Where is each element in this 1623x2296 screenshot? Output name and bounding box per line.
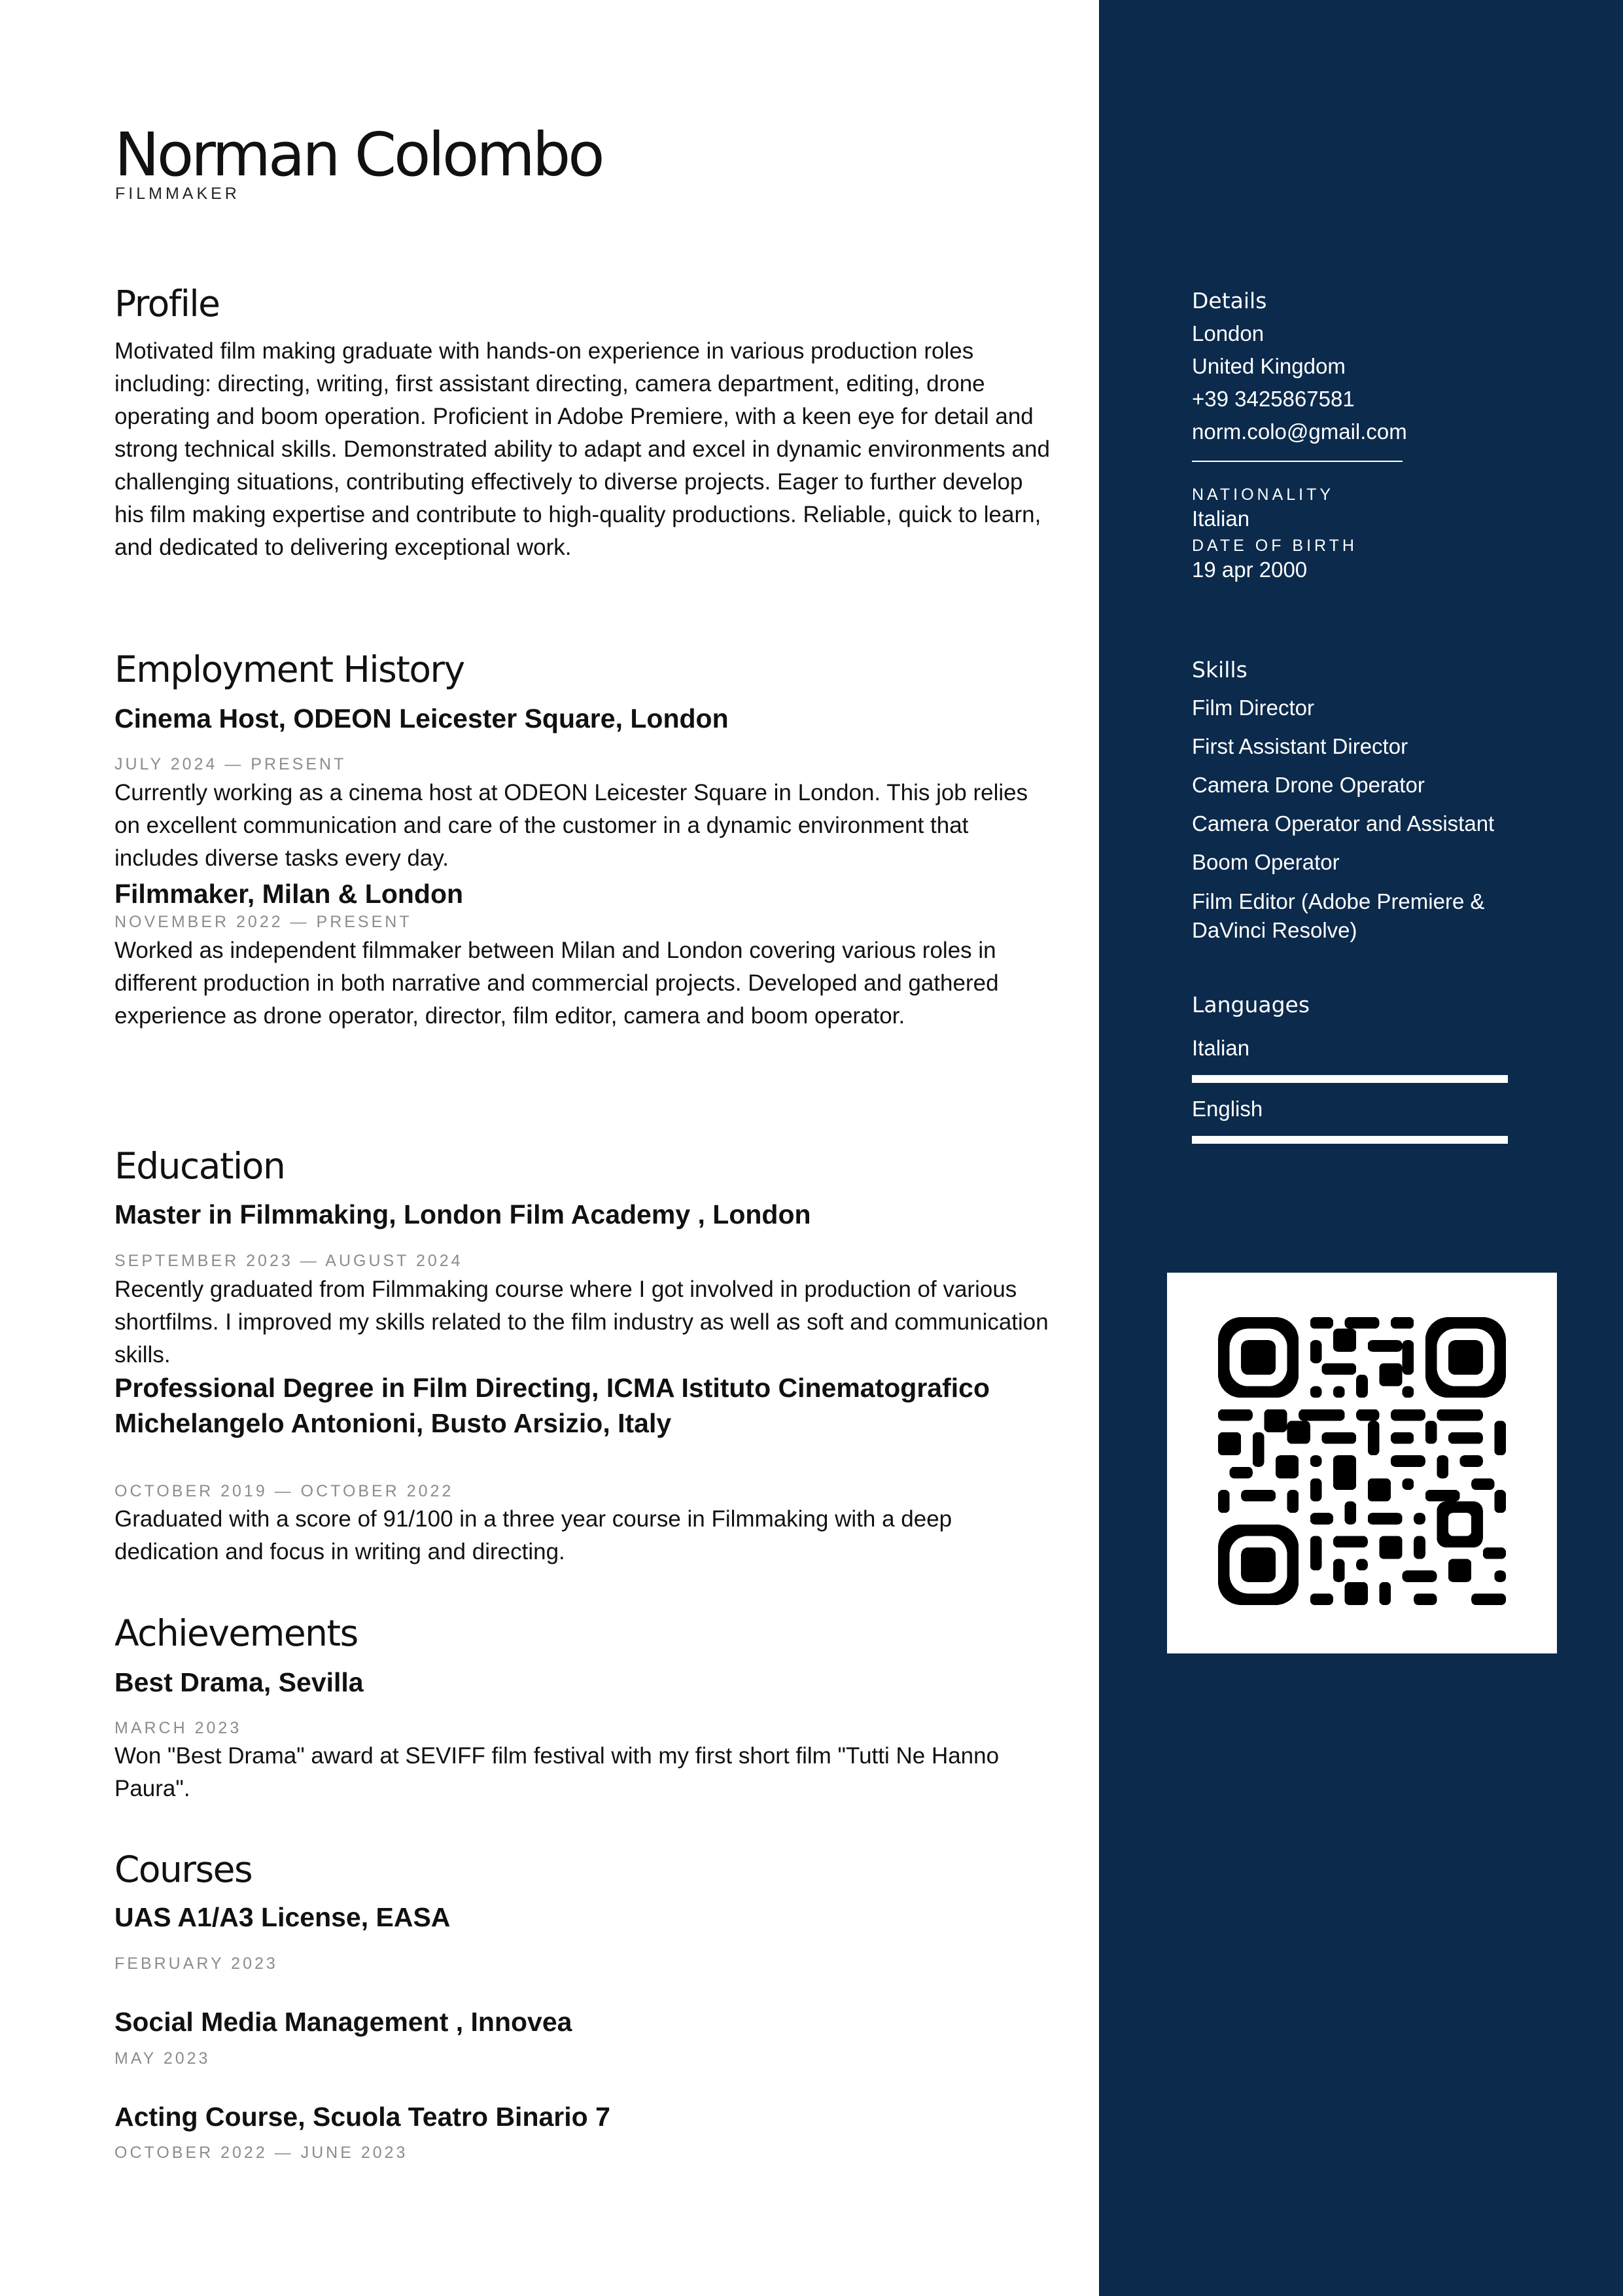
skills-heading: Skills: [1192, 657, 1248, 682]
details-heading: Details: [1192, 288, 1267, 313]
nationality-value: Italian: [1192, 506, 1250, 531]
skill-item: Camera Drone Operator: [1192, 773, 1425, 797]
details-email[interactable]: norm.colo@gmail.com: [1192, 419, 1407, 444]
skill-item: Camera Operator and Assistant: [1192, 811, 1495, 836]
skill-item: Boom Operator: [1192, 850, 1340, 874]
entry-text: Worked as independent filmmaker between Milan and London covering various roles in different production in both narrative and commercial projects. Developed and gathered experience as drone operator, director, film editor, camera and boom operator.: [114, 938, 999, 1029]
language-level-bar: [1192, 1136, 1508, 1144]
details-city: London: [1192, 321, 1265, 345]
candidate-role: FILMMAKER: [115, 185, 240, 203]
skill-item: Film Editor (Adobe Premiere & DaVinci Resolve): [1192, 889, 1485, 942]
entry-date: SEPTEMBER 2023 — AUGUST 2024: [114, 1252, 463, 1270]
entry-text: Graduated with a score of 91/100 in a three year course in Filmmaking with a deep dedication and focus in writing and directing.: [114, 1506, 952, 1564]
dob-value: 19 apr 2000: [1192, 557, 1308, 582]
entry-date: MAY 2023: [114, 2049, 211, 2068]
entry-title: Cinema Host, ODEON Leicester Square, London: [114, 703, 729, 733]
nationality-label: NATIONALITY: [1192, 486, 1335, 504]
skill-item: Film Director: [1192, 696, 1314, 720]
entry-date: OCTOBER 2022 — JUNE 2023: [114, 2144, 408, 2162]
entry-date: FEBRUARY 2023: [114, 1954, 278, 1973]
details-phone: +39 3425867581: [1192, 387, 1355, 411]
entry-title: Social Media Management , Innovea: [114, 2007, 572, 2037]
entry-text: Currently working as a cinema host at ODEON Leicester Square in London. This job relies on excellent communication and care of the customer in a dynamic environment that includes diverse tasks every day.: [114, 780, 1028, 871]
entry-text: Won "Best Drama" award at SEVIFF film festival with my first short film "Tutti Ne Hanno Paura".: [114, 1743, 1000, 1801]
qr-code[interactable]: [1167, 1273, 1557, 1653]
entry-title: Best Drama, Sevilla: [114, 1667, 364, 1697]
language-name: Italian: [1192, 1036, 1250, 1060]
profile-heading: Profile: [114, 283, 220, 325]
entry-date: JULY 2024 — PRESENT: [114, 755, 347, 773]
sidebar: [1099, 0, 1623, 2296]
entry-title: Master in Filmmaking, London Film Academy , London: [114, 1199, 811, 1229]
language-level-bar: [1192, 1075, 1508, 1083]
entry-text: Recently graduated from Filmmaking course where I got involved in production of various shortfilms. I improved my skills related to the film industry as well as soft and communication skills.: [114, 1277, 1049, 1368]
dob-label: DATE OF BIRTH: [1192, 537, 1357, 555]
candidate-name: Norman Colombo: [114, 120, 602, 190]
education-heading: Education: [114, 1145, 285, 1187]
details-divider: [1192, 461, 1403, 462]
details-country: United Kingdom: [1192, 354, 1346, 378]
entry-title: UAS A1/A3 License, EASA: [114, 1902, 451, 1932]
qr-code-icon: [1218, 1317, 1506, 1605]
achievements-heading: Achievements: [114, 1612, 358, 1654]
skill-item: First Assistant Director: [1192, 734, 1408, 758]
profile-text: Motivated film making graduate with hands-on experience in various production roles including: directing, writing, first assistant directing, camera department, editing, drone operating and boom operation. Proficient in Adobe Premiere, with a keen eye for detail and strong technical skills. Demonstrated ability to adapt and excel in dynamic environments and challenging situations, contributing effectively to diverse projects. Eager to further develop his film making expertise and contribute to high-quality productions. Reliable, quick to learn, and dedicated to delivering exceptional work.: [114, 338, 1050, 560]
employment-heading: Employment History: [114, 648, 464, 690]
courses-heading: Courses: [114, 1848, 253, 1890]
entry-title: Professional Degree in Film Directing, ICMA Istituto Cinematografico Michelangelo Antonioni, Busto Arsizio, Italy: [114, 1373, 990, 1438]
entry-title: Filmmaker, Milan & London: [114, 879, 464, 909]
entry-date: OCTOBER 2019 — OCTOBER 2022: [114, 1482, 454, 1500]
entry-date: NOVEMBER 2022 — PRESENT: [114, 913, 412, 931]
language-name: English: [1192, 1097, 1263, 1121]
entry-date: MARCH 2023: [114, 1719, 242, 1737]
languages-heading: Languages: [1192, 992, 1310, 1017]
entry-title: Acting Course, Scuola Teatro Binario 7: [114, 2102, 610, 2132]
